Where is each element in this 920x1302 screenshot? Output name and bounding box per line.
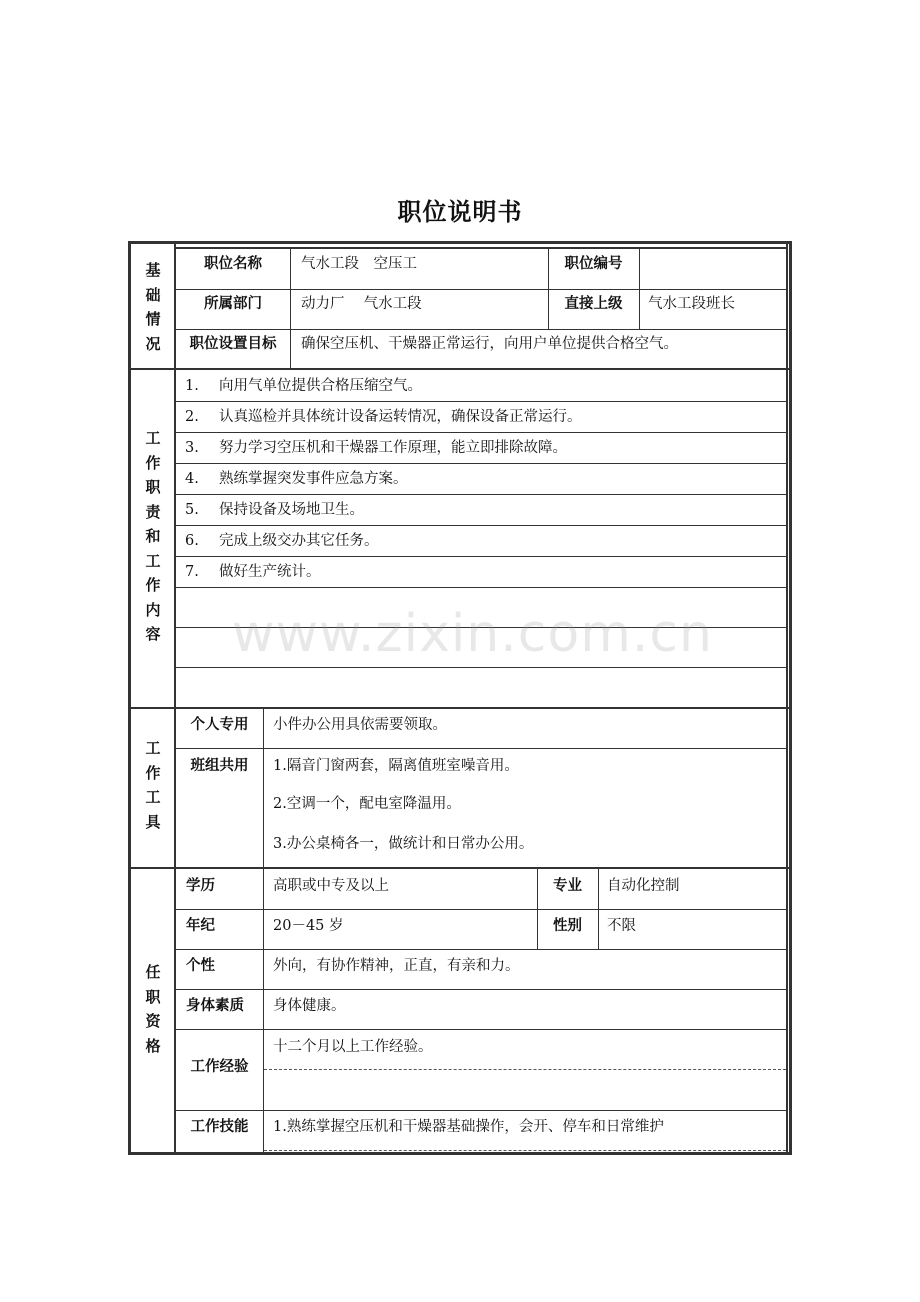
- duty-item: [185, 440, 567, 457]
- duty-number: 6.: [185, 533, 199, 549]
- education-label: 学历: [186, 878, 215, 894]
- section-label-tools: 工作工具: [145, 739, 161, 831]
- major-value: 自动化控制: [607, 878, 680, 894]
- shared-tools-item: 2.空调一个，配电室降温用。: [273, 796, 461, 812]
- duty-item: [185, 471, 408, 488]
- quals-col-divider: [263, 869, 264, 1154]
- duty-number: 5.: [185, 502, 199, 518]
- duty-number: 2.: [185, 409, 199, 425]
- physical-value: 身体健康。: [273, 998, 346, 1014]
- row-border: [176, 556, 786, 557]
- position-name-label: 职位名称: [204, 256, 262, 272]
- duty-number: 1.: [185, 378, 199, 394]
- gender-label: 性别: [553, 918, 582, 934]
- section-border: [131, 867, 789, 869]
- basic-col-divider: [290, 249, 291, 369]
- gender-value: 不限: [607, 918, 636, 934]
- row-border: [176, 909, 786, 910]
- section-label-duties: 工作职责和工作内容: [145, 429, 161, 643]
- row-border: [176, 247, 786, 249]
- dashed-divider: [264, 1150, 786, 1151]
- personality-value: 外向，有协作精神，正直，有亲和力。: [273, 958, 520, 974]
- dashed-divider: [264, 1069, 786, 1070]
- dept-label: 所属部门: [204, 296, 262, 312]
- tools-col-divider: [263, 709, 264, 869]
- row-border: [176, 525, 786, 526]
- physical-label: 身体素质: [186, 998, 244, 1014]
- duty-number: 4.: [185, 471, 199, 487]
- position-name-value: 气水工段 空压工: [301, 256, 417, 272]
- row-border: [176, 401, 786, 402]
- experience-value: 十二个月以上工作经验。: [273, 1039, 433, 1055]
- section-border: [131, 707, 789, 709]
- age-value: 20－45 岁: [273, 918, 344, 934]
- section-label-basic: 基础情况: [145, 261, 161, 353]
- row-border: [176, 1029, 786, 1030]
- superior-label: 直接上级: [564, 296, 623, 312]
- personal-tools-label: 个人专用: [190, 717, 249, 733]
- education-value: 高职或中专及以上: [273, 878, 389, 894]
- experience-label: 工作经验: [190, 1059, 249, 1075]
- inner-right-border: [786, 244, 788, 1154]
- goal-label: 职位设置目标: [189, 336, 277, 352]
- row-border: [176, 329, 786, 330]
- section-label-quals: 任职资格: [145, 963, 161, 1055]
- watermark: www.zixin.com.cn: [232, 604, 713, 664]
- position-code-label: 职位编号: [564, 256, 623, 272]
- duty-number: 3.: [185, 440, 199, 456]
- skills-label: 工作技能: [190, 1119, 249, 1135]
- row-border: [176, 587, 786, 588]
- personality-label: 个性: [186, 958, 215, 974]
- duty-text: 向用气单位提供合格压缩空气。: [219, 378, 422, 394]
- section-column-border: [174, 244, 176, 1154]
- row-border: [176, 989, 786, 990]
- major-label: 专业: [553, 878, 582, 894]
- duty-text: 完成上级交办其它任务。: [219, 533, 379, 549]
- duty-text: 做好生产统计。: [219, 564, 321, 580]
- page-title: 职位说明书: [397, 198, 523, 226]
- row-border: [176, 627, 786, 628]
- age-label: 年纪: [186, 918, 215, 934]
- duty-item: [185, 378, 422, 395]
- goal-value: 确保空压机、干燥器正常运行，向用户单位提供合格空气。: [301, 336, 678, 352]
- duty-item: [185, 564, 321, 581]
- duty-item: [185, 533, 379, 550]
- row-border: [176, 949, 786, 950]
- shared-tools-label: 班组共用: [190, 758, 249, 774]
- skills-value: 1.熟练掌握空压机和干燥器基础操作，会开、停车和日常维护: [273, 1119, 664, 1135]
- shared-tools-item: 3.办公桌椅各一，做统计和日常办公用。: [273, 836, 534, 852]
- row-border: [176, 463, 786, 464]
- duty-text: 认真巡检并具体统计设备运转情况，确保设备正常运行。: [219, 409, 582, 425]
- personal-tools-value: 小件办公用具依需要领取。: [273, 717, 447, 733]
- duty-item: [185, 409, 582, 426]
- row-border: [176, 494, 786, 495]
- row-border: [176, 1110, 786, 1111]
- row-border: [176, 748, 786, 749]
- row-border: [176, 432, 786, 433]
- duty-text: 努力学习空压机和干燥器工作原理，能立即排除故障。: [219, 440, 567, 456]
- row-border: [176, 289, 786, 290]
- duty-number: 7.: [185, 564, 199, 580]
- shared-tools-item: 1.隔音门窗两套，隔离值班室噪音用。: [273, 758, 519, 774]
- dept-value: 动力厂 气水工段: [301, 296, 422, 312]
- section-border: [131, 368, 789, 370]
- row-border: [176, 667, 786, 668]
- duty-text: 保持设备及场地卫生。: [219, 502, 364, 518]
- duty-item: [185, 502, 364, 519]
- duty-text: 熟练掌握突发事件应急方案。: [219, 471, 408, 487]
- superior-value: 气水工段班长: [648, 296, 735, 312]
